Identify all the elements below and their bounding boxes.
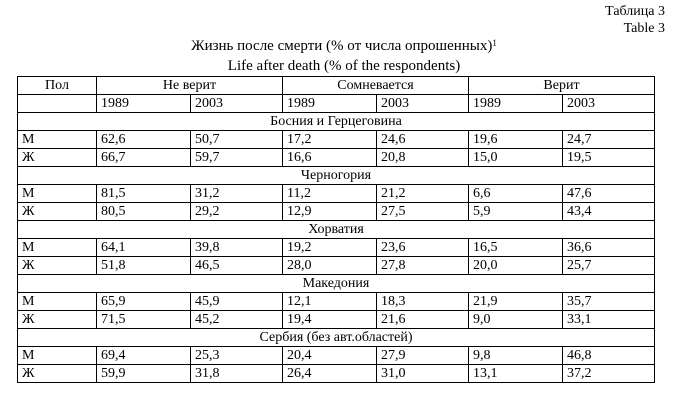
- value-cell: 66,7: [97, 149, 191, 167]
- value-cell: 11,2: [283, 185, 377, 203]
- value-cell: 31,2: [191, 185, 283, 203]
- section-row: [18, 221, 655, 239]
- value-cell: 19,6: [469, 131, 563, 149]
- value-cell: 19,5: [563, 149, 655, 167]
- table-row: [18, 347, 655, 365]
- value-cell: 26,4: [283, 365, 377, 383]
- value-cell: 21,9: [469, 293, 563, 311]
- table-row: [18, 365, 655, 383]
- value-cell: 81,5: [97, 185, 191, 203]
- value-cell: 13,1: [469, 365, 563, 383]
- header-group-not-believe: Не верит: [97, 77, 283, 95]
- value-cell: 21,2: [377, 185, 469, 203]
- header-empty-cell: [18, 95, 97, 113]
- sex-cell: Ж: [18, 203, 97, 221]
- value-cell: 21,6: [377, 311, 469, 329]
- value-cell: 20,4: [283, 347, 377, 365]
- value-cell: 33,1: [563, 311, 655, 329]
- table-row: [18, 239, 655, 257]
- value-cell: 39,8: [191, 239, 283, 257]
- value-cell: 6,6: [469, 185, 563, 203]
- value-cell: 59,9: [97, 365, 191, 383]
- value-cell: 18,3: [377, 293, 469, 311]
- table-number-en: Table 3: [623, 21, 665, 36]
- header-year: 1989: [97, 95, 191, 113]
- value-cell: 47,6: [563, 185, 655, 203]
- sex-cell: М: [18, 131, 97, 149]
- section-title: Хорватия: [18, 221, 655, 239]
- sex-cell: Ж: [18, 365, 97, 383]
- value-cell: 36,6: [563, 239, 655, 257]
- table-caption-ru: [0, 38, 688, 55]
- value-cell: 16,6: [283, 149, 377, 167]
- section-title: Черногория: [18, 167, 655, 185]
- caption-ru-text: Жизнь после смерти (% от числа опрошенных): [191, 38, 493, 54]
- value-cell: 15,0: [469, 149, 563, 167]
- value-cell: 9,8: [469, 347, 563, 365]
- table-row: [18, 311, 655, 329]
- value-cell: 28,0: [283, 257, 377, 275]
- value-cell: 25,7: [563, 257, 655, 275]
- value-cell: 5,9: [469, 203, 563, 221]
- value-cell: 71,5: [97, 311, 191, 329]
- value-cell: 51,8: [97, 257, 191, 275]
- life-after-death-table: [17, 76, 655, 383]
- value-cell: 24,7: [563, 131, 655, 149]
- section-title: Македония: [18, 275, 655, 293]
- value-cell: 45,2: [191, 311, 283, 329]
- value-cell: 9,0: [469, 311, 563, 329]
- table-row: [18, 185, 655, 203]
- section-row: [18, 275, 655, 293]
- value-cell: 45,9: [191, 293, 283, 311]
- table-row: [18, 203, 655, 221]
- sex-cell: Ж: [18, 149, 97, 167]
- value-cell: 37,2: [563, 365, 655, 383]
- header-year: 2003: [191, 95, 283, 113]
- header-year: 1989: [469, 95, 563, 113]
- table-row: [18, 257, 655, 275]
- section-title: Босния и Герцеговина: [18, 113, 655, 131]
- footnote-marker: 1: [492, 38, 497, 48]
- section-title: Сербия (без авт.областей): [18, 329, 655, 347]
- header-year: 2003: [563, 95, 655, 113]
- value-cell: 46,5: [191, 257, 283, 275]
- table-row: [18, 293, 655, 311]
- value-cell: 27,9: [377, 347, 469, 365]
- header-year: 2003: [377, 95, 469, 113]
- value-cell: 50,7: [191, 131, 283, 149]
- table-caption-en: Life after death (% of the respondents): [227, 58, 461, 74]
- header-group-doubt: Сомневается: [283, 77, 469, 95]
- table-number-ru: Таблица 3: [605, 4, 665, 19]
- value-cell: 20,8: [377, 149, 469, 167]
- value-cell: 59,7: [191, 149, 283, 167]
- header-year: 1989: [283, 95, 377, 113]
- sex-cell: М: [18, 347, 97, 365]
- section-row: [18, 329, 655, 347]
- section-row: [18, 113, 655, 131]
- value-cell: 16,5: [469, 239, 563, 257]
- value-cell: 69,4: [97, 347, 191, 365]
- table-row: [18, 131, 655, 149]
- value-cell: 43,4: [563, 203, 655, 221]
- value-cell: 12,9: [283, 203, 377, 221]
- value-cell: 19,4: [283, 311, 377, 329]
- value-cell: 29,2: [191, 203, 283, 221]
- value-cell: 17,2: [283, 131, 377, 149]
- value-cell: 65,9: [97, 293, 191, 311]
- value-cell: 62,6: [97, 131, 191, 149]
- value-cell: 20,0: [469, 257, 563, 275]
- table-row: [18, 149, 655, 167]
- sex-cell: Ж: [18, 311, 97, 329]
- sex-cell: Ж: [18, 257, 97, 275]
- section-row: [18, 167, 655, 185]
- value-cell: 46,8: [563, 347, 655, 365]
- value-cell: 25,3: [191, 347, 283, 365]
- value-cell: 23,6: [377, 239, 469, 257]
- value-cell: 31,8: [191, 365, 283, 383]
- value-cell: 12,1: [283, 293, 377, 311]
- header-group-believe: Верит: [469, 77, 655, 95]
- value-cell: 19,2: [283, 239, 377, 257]
- value-cell: 27,5: [377, 203, 469, 221]
- value-cell: 31,0: [377, 365, 469, 383]
- header-row-years: [18, 95, 655, 113]
- value-cell: 80,5: [97, 203, 191, 221]
- value-cell: 24,6: [377, 131, 469, 149]
- sex-cell: М: [18, 293, 97, 311]
- value-cell: 35,7: [563, 293, 655, 311]
- header-sex: Пол: [18, 77, 97, 95]
- header-row-groups: [18, 77, 655, 95]
- value-cell: 27,8: [377, 257, 469, 275]
- sex-cell: М: [18, 239, 97, 257]
- sex-cell: М: [18, 185, 97, 203]
- value-cell: 64,1: [97, 239, 191, 257]
